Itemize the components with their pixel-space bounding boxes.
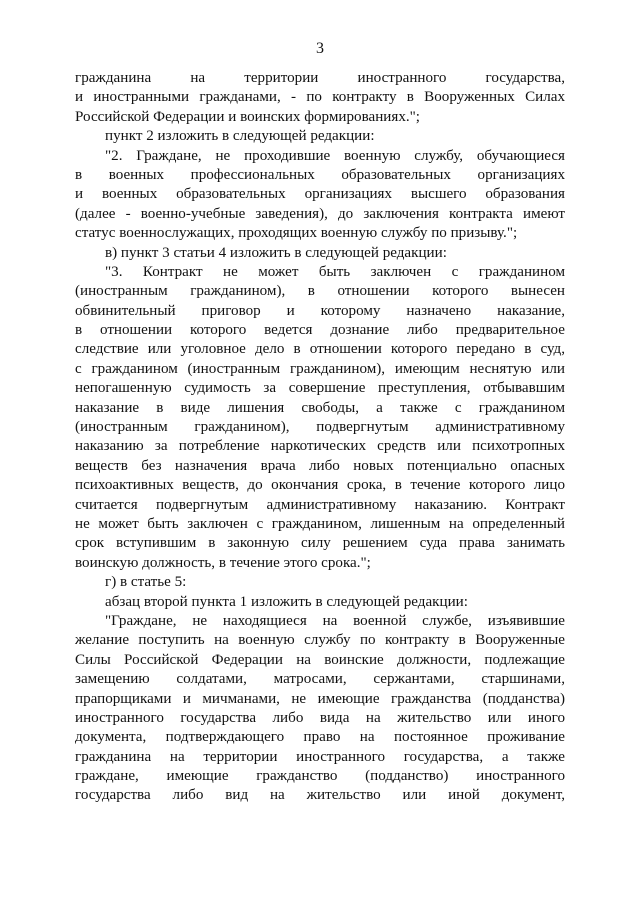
text-line: и иностранными гражданами, - по контракту в Вооруженных Силах — [75, 89, 565, 106]
text-line: (иностранным гражданином), подвергнутым административному — [75, 419, 565, 436]
text-line: статус военнослужащих, проходящих военную службу по призыву."; — [75, 225, 518, 242]
text-line: и военных образовательных организациях высшего образования — [75, 186, 565, 203]
text-line: обвинительный приговор и которому назначено наказание, — [75, 302, 565, 319]
text-line: наказанию за потребление наркотических средств или психотропных — [75, 438, 565, 455]
text-line: прапорщиками и мичманами, не имеющие гражданства (подданства) — [75, 690, 565, 707]
text-line: гражданина на территории иностранного государства, — [75, 70, 565, 86]
text-line: следствие или уголовное дело в отношении которого передано в суд, — [75, 341, 565, 358]
text-line: веществ без назначения врача либо новых потенциально опасных — [75, 457, 565, 474]
text-line: в военных профессиональных образовательных организациях — [75, 166, 565, 183]
text-line: государства либо вид на жительство или иной документ, — [75, 787, 565, 804]
text-line: гражданина на территории иностранного государства, а также — [75, 748, 565, 765]
text-line: граждане, имеющие гражданство (подданство) иностранного — [75, 768, 565, 785]
text-line: "2. Граждане, не проходившие военную службу, обучающиеся — [105, 147, 565, 164]
text-line: в) пункт 3 статьи 4 изложить в следующей редакции: — [105, 244, 447, 261]
text-line: непогашенную судимость за совершение преступления, отбывавшим — [75, 380, 565, 397]
text-line: пункт 2 изложить в следующей редакции: — [105, 128, 375, 145]
text-line: Российской Федерации и воинских формированиях."; — [75, 108, 420, 125]
text-line: Силы Российской Федерации на воинские должности, подлежащие — [75, 651, 565, 668]
text-line: считается подвергнутым административному наказанию. Контракт — [75, 496, 565, 513]
text-line: иностранного государства либо вида на жительство или иного — [75, 709, 565, 726]
text-line: "Граждане, не находящиеся на военной службе, изъявившие — [105, 612, 565, 629]
text-line: воинскую должность, в течение этого срока."; — [75, 554, 371, 571]
text-line: с гражданином (иностранным гражданином), имеющим неснятую или — [75, 360, 565, 377]
text-line: психоактивных веществ, до окончания срока, в течение которого лицо — [75, 477, 565, 494]
text-line: документа, подтверждающего право на постоянное проживание — [75, 729, 565, 746]
text-line: г) в статье 5: — [105, 574, 187, 591]
text-line: не может быть заключен с гражданином, лишенным на определенный — [75, 515, 565, 532]
text-line: наказание в виде лишения свободы, а также с гражданином — [75, 399, 565, 416]
document-body — [75, 69, 565, 806]
text-line: замещению солдатами, матросами, сержантами, старшинами, — [75, 671, 565, 688]
text-line: в отношении которого ведется дознание либо предварительное — [75, 322, 565, 339]
text-line: (далее - военно-учебные заведения), до заключения контракта имеют — [75, 205, 565, 222]
text-line: желание поступить на военную службу по контракту в Вооруженные — [75, 632, 565, 649]
text-line: (иностранным гражданином), в отношении которого вынесен — [75, 283, 565, 300]
text-line: "3. Контракт не может быть заключен с гражданином — [105, 263, 565, 280]
page-number: 3 — [316, 40, 324, 57]
text-line: срок вступившим в законную силу решением суда права занимать — [75, 535, 565, 552]
text-line: абзац второй пункта 1 изложить в следующей редакции: — [105, 593, 468, 610]
